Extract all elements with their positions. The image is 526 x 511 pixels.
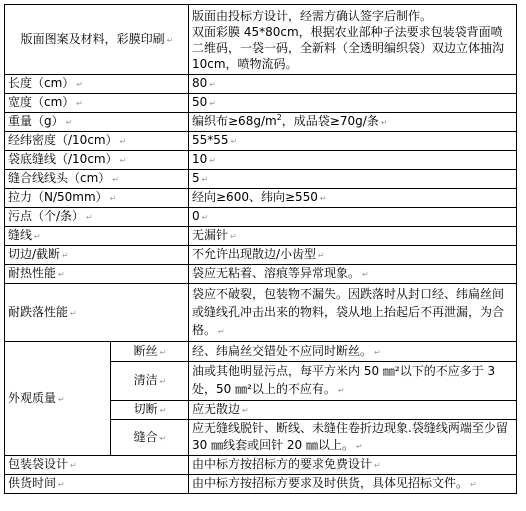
paragraph-mark-icon: ↵ bbox=[380, 118, 388, 127]
row-value-text: 由中标方按招标方要求及时供货，具体见招标文件。 bbox=[192, 476, 469, 490]
row-value bbox=[189, 132, 517, 151]
paragraph-mark-icon: ↵ bbox=[58, 394, 65, 404]
paragraph-mark-icon: ↵ bbox=[119, 156, 127, 165]
sub-row-label bbox=[111, 362, 189, 401]
row-label-text: 耐跌落性能 bbox=[8, 304, 69, 319]
paragraph-mark-icon: ↵ bbox=[218, 326, 225, 336]
row-value bbox=[189, 456, 517, 475]
row-value bbox=[189, 94, 517, 113]
table-row bbox=[5, 189, 517, 208]
paragraph-mark-icon: ↵ bbox=[209, 80, 216, 89]
paragraph-mark-icon: ↵ bbox=[109, 194, 117, 203]
paragraph-mark-icon: ↵ bbox=[119, 137, 127, 146]
row-value bbox=[189, 151, 517, 170]
row-value bbox=[189, 475, 517, 494]
table-row bbox=[5, 208, 517, 227]
paragraph-mark-icon: ↵ bbox=[374, 461, 381, 470]
paragraph-mark-icon: ↵ bbox=[230, 137, 238, 146]
group-label bbox=[5, 342, 111, 456]
row-value bbox=[189, 5, 517, 75]
sub-row-label-text: 清洁 bbox=[133, 373, 158, 387]
row-label-text: 供货时间 bbox=[8, 476, 57, 490]
paragraph-mark-icon: ↵ bbox=[58, 480, 65, 489]
paragraph-mark-icon: ↵ bbox=[159, 433, 167, 443]
row-value bbox=[189, 284, 517, 342]
row-label bbox=[5, 113, 189, 132]
row-label bbox=[5, 284, 189, 342]
paragraph-mark-icon: ↵ bbox=[70, 461, 77, 470]
table-row bbox=[5, 5, 517, 75]
row-label bbox=[5, 265, 189, 284]
table-row bbox=[5, 75, 517, 94]
paragraph-mark-icon: ↵ bbox=[355, 442, 363, 451]
row-value-text: 无漏针 bbox=[192, 228, 229, 242]
paragraph-mark-icon: ↵ bbox=[201, 213, 209, 222]
table-row bbox=[5, 475, 517, 494]
table-row bbox=[5, 227, 517, 246]
row-label bbox=[5, 151, 189, 170]
paragraph-mark-icon: ↵ bbox=[159, 347, 167, 357]
paragraph-mark-icon: ↵ bbox=[209, 99, 216, 108]
table-row bbox=[5, 265, 517, 284]
paragraph-mark-icon: ↵ bbox=[159, 377, 167, 386]
row-label bbox=[5, 5, 189, 75]
paragraph-mark-icon: ↵ bbox=[209, 156, 216, 165]
table-row bbox=[5, 170, 517, 189]
row-label-text: 污点（个/条） bbox=[8, 209, 85, 223]
row-label bbox=[5, 94, 189, 113]
table-row bbox=[5, 342, 517, 362]
row-label-text: 耐热性能 bbox=[8, 266, 57, 280]
row-label bbox=[5, 75, 189, 94]
value-line: 版面由投标方设计，经需方确认签字后制作。 bbox=[192, 8, 433, 23]
row-label bbox=[5, 189, 189, 208]
paragraph-mark-icon: ↵ bbox=[65, 118, 73, 127]
row-value bbox=[189, 170, 517, 189]
sub-row-value-text: 应无缝线脱针、断线、未缝住卷折边现象.袋缝线两端至少留 30 ㎜线套或回针 20 ㎜以上。 bbox=[192, 421, 508, 452]
sub-row-value bbox=[189, 362, 517, 401]
row-label bbox=[5, 208, 189, 227]
row-label bbox=[5, 132, 189, 151]
row-label-text: 袋底缝线（/10cm） bbox=[8, 152, 118, 166]
row-value-text: 编织布≥68g/m bbox=[192, 114, 277, 128]
row-label-text: 拉力（N/50mm） bbox=[8, 190, 108, 204]
table-row bbox=[5, 113, 517, 132]
table-row bbox=[5, 151, 517, 170]
paragraph-mark-icon: ↵ bbox=[470, 480, 477, 489]
sub-row-label-text: 切断 bbox=[133, 402, 158, 416]
sub-row-label bbox=[111, 420, 189, 456]
table-row bbox=[5, 94, 517, 113]
row-label-text: 缝线 bbox=[8, 228, 33, 242]
paragraph-mark-icon: ↵ bbox=[230, 232, 237, 241]
table-row bbox=[5, 456, 517, 475]
paragraph-mark-icon: ↵ bbox=[34, 232, 41, 241]
paragraph-mark-icon: ↵ bbox=[201, 175, 209, 184]
paragraph-mark-icon: ↵ bbox=[159, 406, 167, 415]
sub-row-label-text: 断丝 bbox=[133, 343, 158, 358]
row-value bbox=[189, 75, 517, 94]
paragraph-mark-icon: ↵ bbox=[76, 80, 83, 89]
sub-row-value bbox=[189, 420, 517, 456]
value-line: 双面彩膜 45*80cm，根据农业部种子法要求包装袋背面喷二维码，一袋一码，全新料（全透明编织袋）双边立体抽沟 10cm，喷物流码。 bbox=[192, 24, 505, 71]
table-row bbox=[5, 246, 517, 265]
row-value bbox=[189, 113, 517, 132]
row-label-text: 版面图案及材料，彩膜印刷 bbox=[20, 31, 165, 46]
paragraph-mark-icon: ↵ bbox=[319, 194, 327, 203]
row-value-text: 50 bbox=[192, 95, 208, 109]
group-label-text: 外观质量 bbox=[8, 390, 57, 405]
superscript: 2 bbox=[276, 113, 282, 122]
row-value bbox=[189, 227, 517, 246]
row-value bbox=[189, 208, 517, 227]
spec-table bbox=[4, 4, 517, 494]
sub-row-value-text: 应无散边 bbox=[192, 402, 241, 416]
row-value bbox=[189, 265, 517, 284]
row-label bbox=[5, 246, 189, 265]
paragraph-mark-icon: ↵ bbox=[62, 251, 69, 260]
paragraph-mark-icon: ↵ bbox=[166, 35, 174, 45]
row-value-text: 55*55 bbox=[192, 133, 229, 147]
sub-row-label-text: 缝合 bbox=[133, 429, 158, 444]
row-value-text: 10 bbox=[192, 152, 208, 166]
row-label-text: 切边/截断 bbox=[8, 247, 61, 261]
row-value bbox=[189, 246, 517, 265]
paragraph-mark-icon: ↵ bbox=[242, 406, 249, 415]
row-label-text: 包装袋设计 bbox=[8, 457, 69, 471]
row-label-text: 宽度（cm） bbox=[8, 95, 75, 109]
row-value-text: ，成品袋≥70g/条 bbox=[281, 114, 379, 128]
paragraph-mark-icon: ↵ bbox=[86, 213, 93, 222]
paragraph-mark-icon: ↵ bbox=[112, 175, 119, 184]
paragraph-mark-icon: ↵ bbox=[76, 99, 83, 108]
row-value-text: 5 bbox=[192, 171, 200, 185]
row-label-text: 重量（g） bbox=[8, 114, 64, 128]
paragraph-mark-icon: ↵ bbox=[318, 251, 325, 260]
paragraph-mark-icon: ↵ bbox=[70, 308, 77, 318]
row-value-text: 经向≥600、纬向≥550 bbox=[192, 190, 318, 204]
sub-row-value bbox=[189, 342, 517, 362]
row-label bbox=[5, 170, 189, 189]
paragraph-mark-icon: ↵ bbox=[337, 386, 345, 395]
paragraph-mark-icon: ↵ bbox=[374, 347, 381, 357]
row-label bbox=[5, 227, 189, 246]
sub-row-label bbox=[111, 401, 189, 420]
row-value-text: 80 bbox=[192, 76, 208, 90]
row-label-text: 缝合线线头（cm） bbox=[8, 171, 111, 185]
row-value-text: 由中标方按招标方的要求免费设计 bbox=[192, 457, 373, 471]
row-label-text: 经纬密度（/10cm） bbox=[8, 133, 118, 147]
table-row bbox=[5, 132, 517, 151]
sub-row-value-text: 经、纬扁丝交错处不应同时断丝。 bbox=[192, 343, 373, 358]
row-value-text: 袋应不破裂，包装物不漏失。因跌落时从封口经、纬扁丝间或缝线孔冲击出来的物料，袋从地上抬起后不再泄漏，为合格。 bbox=[192, 286, 505, 337]
row-label-text: 长度（cm） bbox=[8, 76, 75, 90]
table-row bbox=[5, 284, 517, 342]
sub-row-value bbox=[189, 401, 517, 420]
row-value-text: 0 bbox=[192, 209, 200, 223]
row-value-text: 不允许出现散边/小齿型 bbox=[192, 247, 317, 261]
row-value-text: 袋应无粘着、溶痕等异常现象。 bbox=[192, 266, 361, 280]
sub-row-value-text: 油或其他明显污点，每平方米内 50 ㎜²以下的不应多于 3 处，50 ㎜²以上的不应有。 bbox=[192, 364, 496, 396]
row-label bbox=[5, 475, 189, 494]
row-label bbox=[5, 456, 189, 475]
row-value bbox=[189, 189, 517, 208]
paragraph-mark-icon: ↵ bbox=[58, 270, 65, 279]
sub-row-label bbox=[111, 342, 189, 362]
paragraph-mark-icon: ↵ bbox=[362, 270, 369, 279]
